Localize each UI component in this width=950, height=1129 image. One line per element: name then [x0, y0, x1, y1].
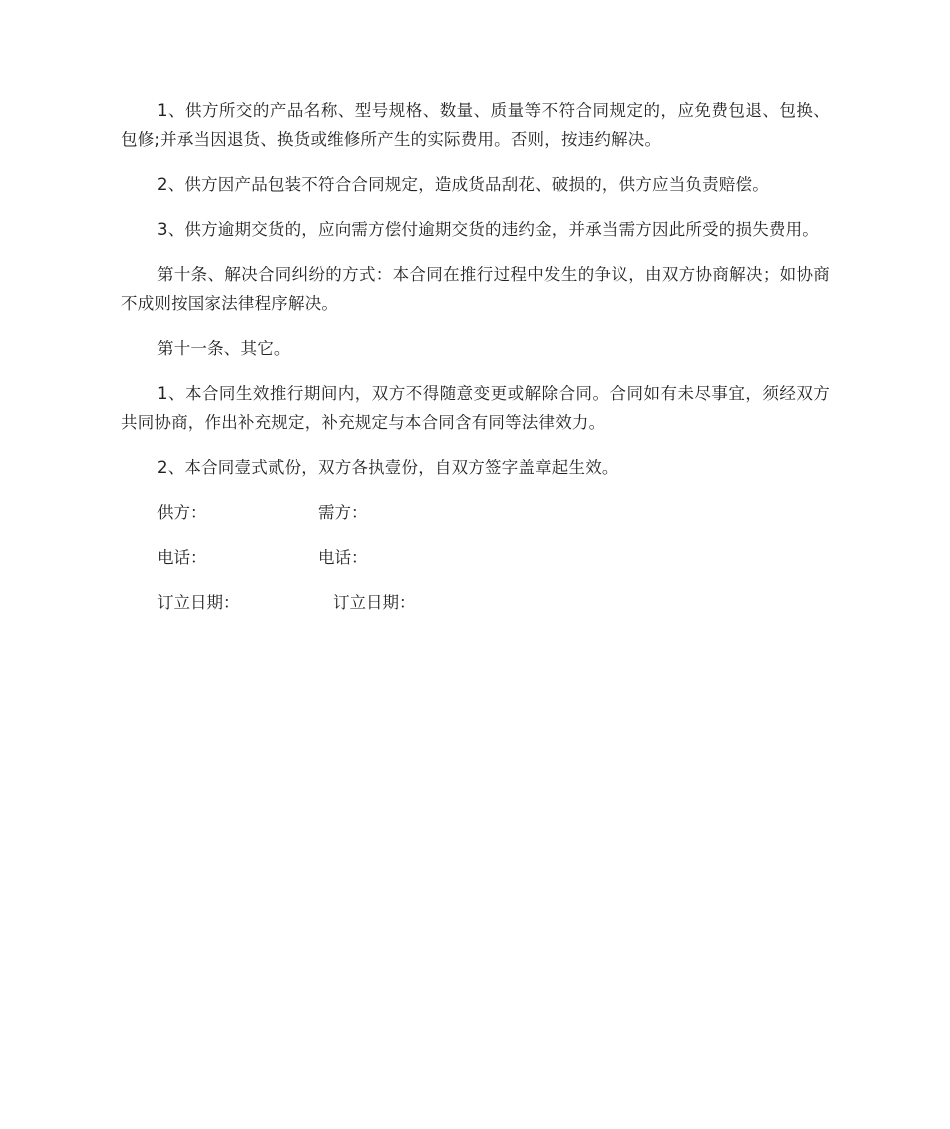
article-eleven-clause-1: 1、本合同生效推行期间内，双方不得随意变更或解除合同。合同如有未尽事宜，须经双方共同协商，作出补充规定，补充规定与本合同含有同等法律效力。: [121, 384, 830, 432]
supplier-date-label: 订立日期：: [157, 593, 240, 612]
supplier-phone-label: 电话：: [157, 548, 207, 567]
buyer-label: 需方：: [318, 503, 368, 522]
article-eleven-clause-2: 2、本合同壹式贰份，双方各执壹份，自双方签字盖章起生效。: [157, 458, 619, 477]
article-eleven-heading: 第十一条、其它。: [157, 339, 291, 358]
article-ten-paragraph: 第十条、解决合同纠纷的方式：本合同在推行过程中发生的争议，由双方协商解决；如协商不成则按国家法律程序解决。: [121, 265, 830, 313]
clause-paragraph-2: 2、供方因产品包装不符合合同规定，造成货品刮花、破损的，供方应当负责赔偿。: [157, 175, 769, 194]
clause-paragraph-1: 1、供方所交的产品名称、型号规格、数量、质量等不符合同规定的，应免费包退、包换、包修;并承当因退货、换货或维修所产生的实际费用。否则，按违约解决。: [121, 101, 830, 149]
signature-party-row: [121, 498, 830, 527]
clause-paragraph-3: 3、供方逾期交货的，应向需方偿付逾期交货的违约金，并承当需方因此所受的损失费用。: [157, 220, 819, 239]
buyer-date-label: 订立日期：: [333, 593, 416, 612]
supplier-label: 供方：: [157, 503, 207, 522]
buyer-phone-label: 电话：: [318, 548, 368, 567]
signature-date-row: [121, 588, 830, 617]
signature-phone-row: [121, 543, 830, 572]
